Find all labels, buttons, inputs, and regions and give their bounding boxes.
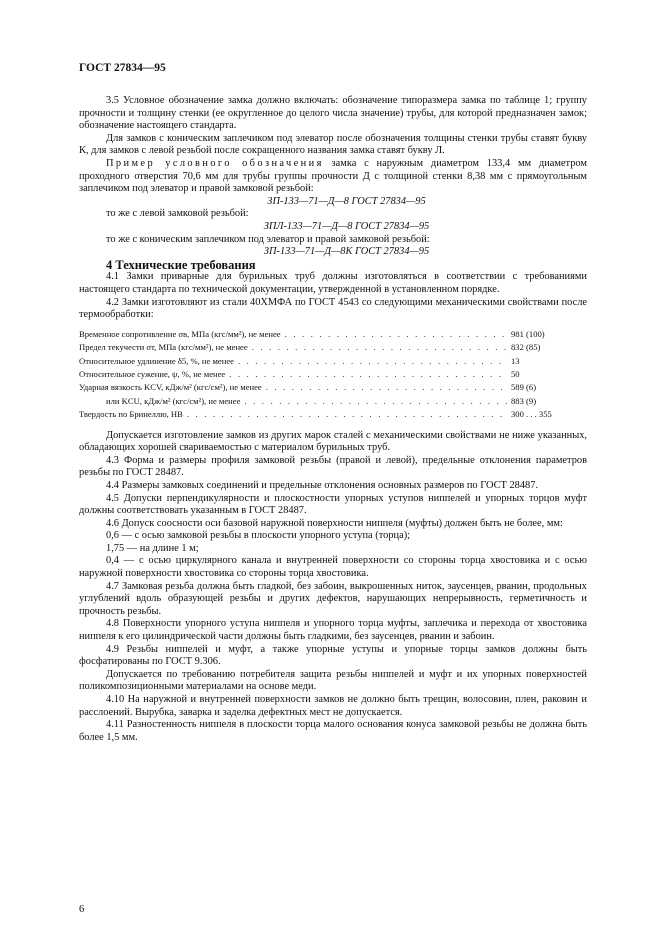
clause-4-2-continued: Допускается изготовление замков из других марок сталей с механическими свойствами не ниже указанных, обладающих хорошей свариваемостью с материалом бурильных труб. bbox=[79, 429, 587, 454]
leader-dots bbox=[252, 341, 507, 354]
section-title: 4 Технические требования bbox=[106, 257, 256, 272]
property-label: Временное сопротивление σв, МПа (кгс/мм²), не менее bbox=[79, 328, 281, 339]
clause-4-10: 4.10 На наружной и внутренней поверхности замков не должно быть трещин, волосовин, плен, раковин и расслоений. Вырубка, заварка и заделка дефектных мест не допускается. bbox=[79, 694, 587, 718]
property-value: 300 . . . 355 bbox=[511, 409, 552, 420]
clause-4-9: 4.9 Резьбы ниппелей и муфт, а также упорные уступы и упорные торцы замков должны быть фосфатированы по ГОСТ 9.306. bbox=[79, 643, 587, 668]
property-value: 13 bbox=[511, 355, 520, 366]
property-row bbox=[79, 368, 587, 381]
leader-dots bbox=[229, 368, 507, 381]
clause-4-6-item-3: 0,4 — с осью циркулярного канала и внутренней поверхности со стороны торца хвостовика и с осью наружной поверхности хвостовика со стороны торца хвостовика. bbox=[79, 555, 587, 580]
clause-4-1: 4.1 Замки приварные для бурильных труб должны изготовляться в соответствии с требованиями настоящего стандарта по технической документации, утвержденной в установленном порядке. bbox=[79, 271, 587, 295]
property-value: 832 (85) bbox=[511, 342, 541, 353]
property-row bbox=[79, 408, 587, 421]
clause-4-2: 4.2 Замки изготовляют из стали 40ХМФА по ГОСТ 4543 со следующими механическими свойствами после термообработки: bbox=[79, 296, 587, 321]
clause-4-6-item-2: 1,75 — на длине 1 м; bbox=[106, 542, 199, 554]
clause-4-6-item-1: 0,6 — с осью замковой резьбы в плоскости упорного уступа (торца); bbox=[106, 530, 411, 542]
same-left-thread-text: то же с левой замковой резьбой: bbox=[106, 208, 249, 220]
property-row bbox=[79, 328, 587, 341]
property-label: Твердость по Бринеллю, НВ bbox=[79, 409, 183, 420]
clause-4-8: 4.8 Поверхности упорного уступа ниппеля и упорного торца муфты, заплечика и перехода от хвостовика ниппеля к его цилиндрической части должны быть гладкими, без заусенцев, рванин и забоин. bbox=[79, 618, 587, 643]
clause-3-5-continued: Для замков с коническим заплечиком под элеватор после обозначения толщины стенки трубы ставят букву К, для замков с левой резьбой после сокращенного названия замка ставят букву Л. bbox=[79, 132, 587, 157]
leader-dots bbox=[238, 355, 507, 368]
clause-4-9-continued: Допускается по требованию потребителя защита резьбы ниппелей и муфт и их упорных поверхностей поликомпозиционными материалами на основе меди. bbox=[79, 668, 587, 693]
example-paragraph bbox=[79, 158, 587, 196]
clause-4-6: 4.6 Допуск соосности оси базовой наружной поверхности ниппеля (муфты) должен быть не более, мм: bbox=[106, 517, 563, 529]
leader-dots bbox=[266, 381, 507, 394]
clause-4-11: 4.11 Разностенность ниппеля в плоскости торца малого основания конуса замковой резьбы не должна быть более 1,5 мм. bbox=[79, 719, 587, 743]
property-label: Относительное удлинение δ5, %, не менее bbox=[79, 355, 234, 366]
page-body bbox=[79, 95, 587, 744]
designation-formula-2: ЗПЛ-133—71—Д—8 ГОСТ 27834—95 bbox=[263, 220, 430, 232]
property-row bbox=[79, 395, 587, 408]
mechanical-properties-list bbox=[79, 328, 587, 422]
clause-4-3: 4.3 Форма и размеры профиля замковой резьбы (правой и левой), предельные отклонения параметров резьбы по ГОСТ 28487. bbox=[79, 454, 587, 479]
property-row bbox=[79, 341, 587, 354]
property-value: 589 (6) bbox=[511, 382, 537, 393]
property-label: Предел текучести σт, МПа (кгс/мм²), не менее bbox=[79, 342, 248, 353]
clause-4-4: 4.4 Размеры замковых соединений и предельные отклонения основных размеров по ГОСТ 28487. bbox=[106, 479, 539, 491]
property-label: Ударная вязкость KCV, кДж/м² (кгс/см²), не менее bbox=[79, 382, 262, 393]
running-header: ГОСТ 27834—95 bbox=[79, 62, 166, 74]
clause-3-5: 3.5 Условное обозначение замка должно включать: обозначение типоразмера замка по таблице 1; группу прочности и толщину стенки (ее округленное до целого числа значение) трубы, для которой предназначен замок; обозначение настоящего стандарта. bbox=[79, 95, 587, 132]
property-value: 50 bbox=[511, 368, 520, 379]
property-value: 883 (9) bbox=[511, 395, 537, 406]
clause-4-5: 4.5 Допуски перпендикулярности и плоскостности упорных уступов ниппелей и упорных торцов муфт должны соответствовать указанным в ГОСТ 28487. bbox=[79, 492, 587, 517]
leader-dots bbox=[187, 408, 507, 421]
clause-4-7: 4.7 Замковая резьба должна быть гладкой, без забоин, выкрошенных ниток, заусенцев, рванин, продольных углублений вдоль образующей резьбы и других дефектов, нарушающих непрерывность, герметичность и прочность резьбы. bbox=[79, 580, 587, 617]
property-row bbox=[79, 381, 587, 394]
designation-formula-1: ЗП-133—71—Д—8 ГОСТ 27834—95 bbox=[267, 195, 426, 207]
leader-dots bbox=[244, 395, 507, 408]
example-label: Пример условного обозначения bbox=[106, 157, 324, 169]
property-value: 981 (100) bbox=[511, 328, 545, 339]
leader-dots bbox=[285, 328, 507, 341]
property-label: или KCU, кДж/м² (кгс/см²), не менее bbox=[106, 395, 241, 406]
designation-formula-3: ЗП-133—71—Д—8К ГОСТ 27834—95 bbox=[263, 246, 430, 258]
page-number: 6 bbox=[79, 904, 85, 915]
same-conic-text: то же с коническим заплечиком под элеватор и правой замковой резьбой: bbox=[106, 233, 430, 245]
property-label: Относительное сужение, ψ, %, не менее bbox=[79, 368, 226, 379]
property-row bbox=[79, 355, 587, 368]
example-text: замка с наружным диаметром 133,4 мм диаметром проходного отверстия 70,6 мм для трубы группы прочности Д с толщиной стенки 8,38 мм с прямоугольным заплечиком под элеватор и правой замковой резьбой: bbox=[79, 157, 587, 195]
